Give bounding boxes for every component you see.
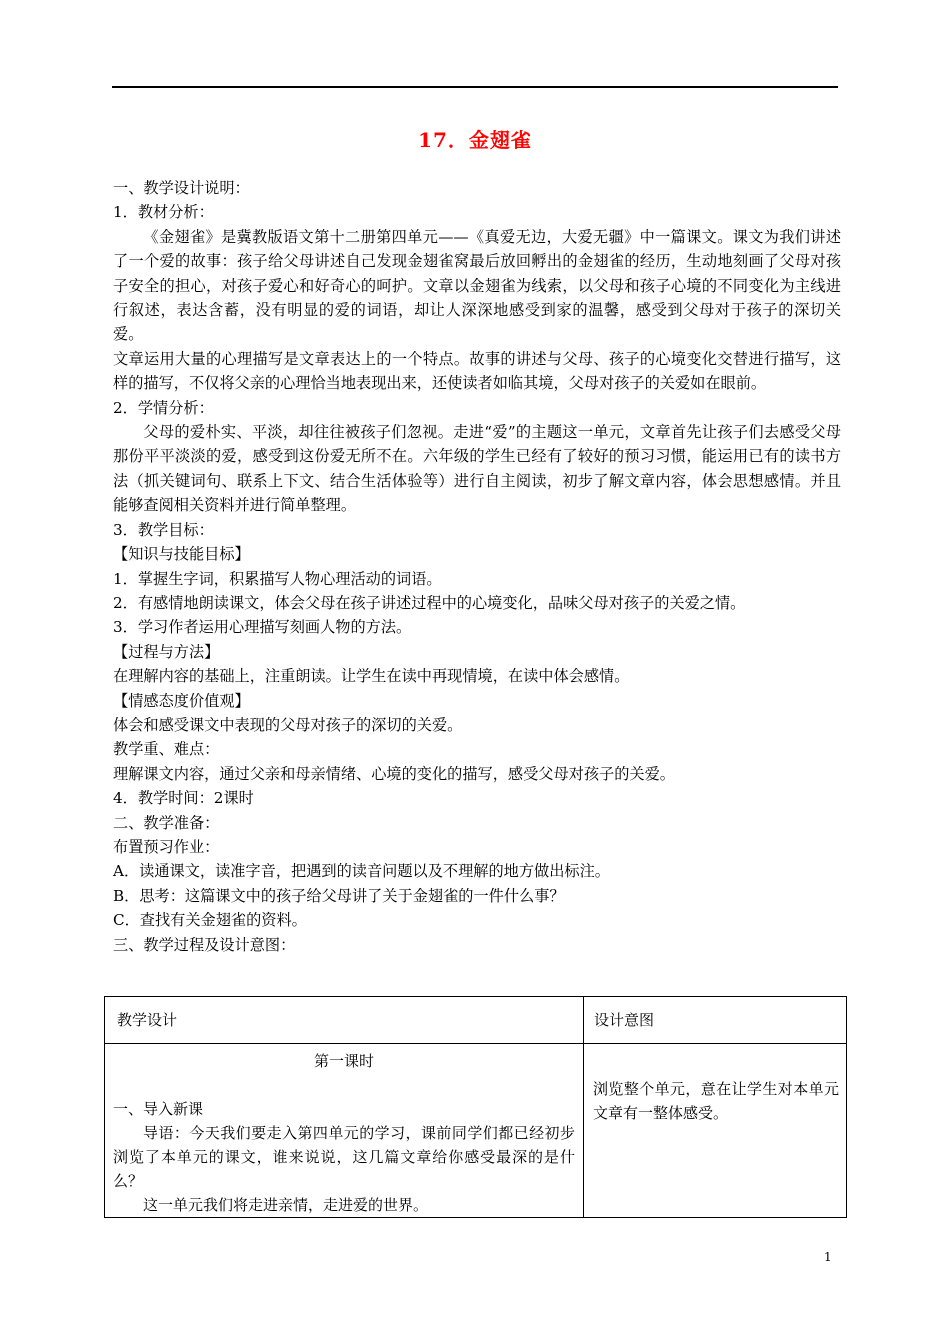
- subsection-heading: 1．教材分析：: [113, 203, 214, 222]
- goal-heading: 【知识与技能目标】: [113, 545, 250, 564]
- paragraph: 父母的爱朴实、平淡，却往往被孩子们忽视。走进“爱”的主题这一单元，文章首先让孩子们去感受父母那份平平淡淡的爱，感受到这份爱无所不在。六年级的学生已经有了较好的预习习惯，能运用已有的读书方法（抓关键词句、联系上下文、结合生活体验等）进行自主阅读，初步了解文章内容，体会思想感情。并且能够查阅相关资料并进行简单整理。: [113, 423, 841, 515]
- header-rule: [112, 86, 838, 88]
- table-cell-intent: 浏览整个单元，意在让学生对本单元文章有一整体感受。: [593, 1080, 839, 1122]
- list-item: 1．掌握生字词，积累描写人物心理活动的词语。: [113, 569, 442, 588]
- page-number: 1: [824, 1250, 832, 1264]
- subsection-heading: 教学重、难点：: [113, 740, 220, 759]
- lesson-line: 导语：今天我们要走入第四单元的学习，课前同学们都已经初步浏览了本单元的课文，谁来说说，这几篇文章给你感受最深的是什么？: [113, 1124, 575, 1190]
- list-item: 2．有感情地朗读课文，体会父母在孩子讲述过程中的心境变化，品味父母对孩子的关爱之情。: [113, 593, 746, 612]
- section-heading: 三、教学过程及设计意图：: [113, 935, 296, 954]
- lesson-line: 这一单元我们将走进亲情，走进爱的世界。: [143, 1196, 429, 1214]
- paragraph: 《金翅雀》是冀教版语文第十二册第四单元——《真爱无边，大爱无疆》中一篇课文。课文为我们讲述了一个爱的故事：孩子给父母讲述自己发现金翅雀窝最后放回孵出的金翅雀的经历，生动地刻画了父母对孩子安全的担心，对孩子爱心和好奇心的呵护。文章以金翅雀为线索，以父母和孩子心境的不同变化为主线进行叙述，表达含蓄，没有明显的爱的词语，却让人深深地感受到家的温馨，感受到父母对于孩子的深切关爱。: [113, 227, 841, 344]
- subsection-heading: 2．学情分析：: [113, 398, 214, 417]
- lesson-section: 一、导入新课: [113, 1100, 204, 1118]
- goal-heading: 【过程与方法】: [113, 642, 220, 661]
- list-item: 3．学习作者运用心理描写刻画人物的方法。: [113, 618, 412, 637]
- table-column-divider: [583, 997, 584, 1217]
- section-heading: 一、教学设计说明：: [113, 179, 250, 197]
- list-item: C．查找有关金翅雀的资料。: [113, 911, 307, 930]
- paragraph: 在理解内容的基础上，注重朗读。让学生在读中再现情境，在读中体会感情。: [113, 667, 630, 686]
- table-header-design: 教学设计: [117, 1011, 178, 1029]
- table-header-intent: 设计意图: [594, 1011, 655, 1029]
- lesson-table: [104, 996, 847, 1218]
- list-item: A．读通课文，读准字音，把遇到的读音问题以及不理解的地方做出标注。: [113, 862, 610, 881]
- table-cell-design: [113, 1049, 575, 1217]
- paragraph: 文章运用大量的心理描写是文章表达上的一个特点。故事的讲述与父母、孩子的心境变化交替进行描写，这样的描写，不仅将父亲的心理恰当地表现出来，还使读者如临其境，父母对孩子的关爱如在眼前。: [113, 349, 841, 393]
- paragraph: 体会和感受课文中表现的父母对孩子的深切的关爱。: [113, 715, 463, 734]
- section-heading: 二、教学准备：: [113, 813, 220, 832]
- table-row-divider: [105, 1043, 846, 1044]
- paragraph: 布置预习作业：: [113, 837, 220, 856]
- lesson-period: 第一课时: [313, 1052, 374, 1070]
- goal-heading: 【情感态度价值观】: [113, 691, 250, 710]
- subsection-heading: 3．教学目标：: [113, 520, 214, 539]
- subsection-heading: 4．教学时间：2课时: [113, 789, 254, 808]
- list-item: B．思考：这篇课文中的孩子给父母讲了关于金翅雀的一件什么事？: [113, 886, 565, 905]
- document-title: 17．金翅雀: [418, 128, 532, 152]
- paragraph: 理解课文内容，通过父亲和母亲情绪、心境的变化的描写，感受父母对孩子的关爱。: [113, 764, 675, 783]
- document-body: [113, 176, 841, 957]
- blank-line: [113, 1073, 575, 1097]
